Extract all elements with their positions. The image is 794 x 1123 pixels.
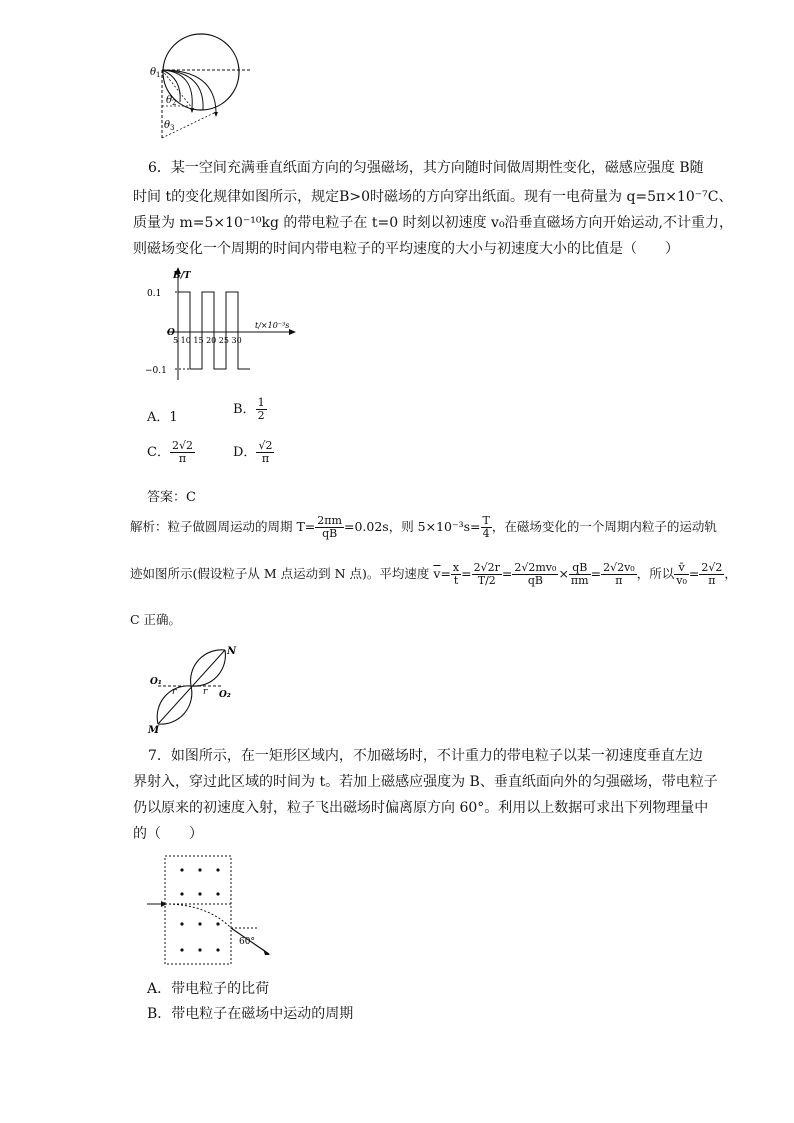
analysis-text4: 迹如图所示(假设粒子从 M 点运动到 N 点)。平均速度 bbox=[130, 566, 430, 581]
f2-den: T/2 bbox=[477, 574, 496, 587]
eq1: = bbox=[440, 566, 451, 581]
graph-ybottom: −0.1 bbox=[145, 366, 167, 376]
option-b-prefix: B． bbox=[233, 402, 256, 417]
radius-label-2: r bbox=[203, 687, 208, 697]
option-c-frac bbox=[170, 440, 195, 465]
b-t-graph bbox=[145, 262, 305, 387]
option-b-num: 1 bbox=[257, 396, 265, 409]
x-num: x bbox=[452, 561, 460, 574]
period-num: 2πm bbox=[317, 514, 342, 527]
eq2: = bbox=[461, 566, 472, 581]
f5-den: π bbox=[615, 574, 623, 587]
eq5: = bbox=[688, 566, 700, 581]
theta3-sub: 3 bbox=[170, 124, 175, 132]
f5-num: 2√2v₀ bbox=[603, 561, 635, 574]
option-c-num: 2√2 bbox=[171, 439, 193, 452]
q6-line2: 时间 t的变化规律如图所示，规定B>0时磁场的方向穿出纸面。现有一电荷量为 q=5π×10⁻⁷C、 bbox=[133, 189, 733, 205]
point-n: N bbox=[227, 646, 237, 657]
point-o2: O₂ bbox=[219, 690, 231, 700]
f3-frac bbox=[512, 562, 558, 587]
point-o1: O₁ bbox=[150, 677, 162, 687]
f2-num: 2√2r bbox=[473, 561, 500, 574]
quarter-frac bbox=[481, 515, 492, 540]
option-b-frac bbox=[256, 397, 267, 422]
f4-frac bbox=[569, 562, 591, 587]
quarter-num: T bbox=[482, 514, 490, 527]
deflection-angle: 60° bbox=[239, 937, 255, 947]
analysis-text5: ，所以 bbox=[636, 566, 675, 581]
ratio-val-num: 2√2 bbox=[701, 561, 723, 574]
q7-line2: 界射入，穿过此区域的时间为 t。若加上磁感应强度为 B、垂直纸面向外的匀强磁场，带电粒子 bbox=[133, 774, 718, 790]
option-d-den: π bbox=[261, 452, 270, 465]
eq4: = bbox=[590, 566, 602, 581]
x-den: t bbox=[453, 574, 459, 587]
x-over-t-frac bbox=[451, 562, 461, 587]
theta2-sub: 2 bbox=[172, 99, 177, 107]
analysis-line1 bbox=[130, 515, 717, 540]
theta1-sub: 1 bbox=[156, 71, 161, 79]
trajectory-figure bbox=[140, 30, 260, 145]
analysis-text3: ，在磁场变化的一个周期内粒子的运动轨 bbox=[491, 519, 717, 534]
f3-num: 2√2mv₀ bbox=[514, 561, 557, 574]
ratio-frac bbox=[674, 562, 689, 587]
graph-ticks: 5 10 15 20 25 30 bbox=[173, 336, 242, 345]
times-sign: × bbox=[558, 566, 569, 581]
option-b-den: 2 bbox=[257, 409, 265, 422]
q7-option-a: A．带电粒子的比荷 bbox=[147, 981, 270, 997]
q6-line4: 则磁场变化一个周期的时间内带电粒子的平均速度的大小与初速度大小的比值是（ ） bbox=[133, 241, 679, 257]
quarter-den: 4 bbox=[482, 527, 490, 540]
magnetic-box-figure bbox=[145, 852, 285, 970]
f2-frac bbox=[472, 562, 502, 587]
theta2-label: θ bbox=[166, 95, 173, 106]
option-d bbox=[233, 440, 274, 465]
graph-ytop: 0.1 bbox=[147, 289, 162, 299]
theta1-label: θ bbox=[150, 67, 157, 78]
q6-line3: 质量为 m=5×10⁻¹⁰kg 的带电粒子在 t=0 时刻以初速度 v₀沿垂直磁场方向开始运动,不计重力， bbox=[133, 215, 734, 231]
theta3-label: θ bbox=[164, 120, 171, 131]
f5-frac bbox=[601, 562, 637, 587]
analysis-line2 bbox=[130, 562, 737, 587]
option-c-den: π bbox=[178, 452, 187, 465]
option-d-num: √2 bbox=[258, 439, 273, 452]
analysis-text2: =0.02s，则 5×10⁻³s= bbox=[343, 519, 481, 534]
graph-xlabel: t/×10⁻³s bbox=[255, 321, 290, 330]
q7-line3: 仍以原来的初速度入射，粒子飞出磁场时偏离原方向 60°。利用以上数据可求出下列物理量中 bbox=[133, 800, 709, 816]
graph-ylabel: B/T bbox=[173, 271, 191, 281]
ratio-num: v̄ bbox=[674, 562, 689, 575]
f4-num: qB bbox=[569, 562, 591, 575]
radius-label-1: r bbox=[172, 687, 177, 697]
mn-trajectory-figure bbox=[145, 642, 245, 737]
graph-origin: O bbox=[167, 328, 175, 338]
ratio-val-den: π bbox=[708, 574, 716, 587]
ratio-val-frac bbox=[699, 562, 724, 587]
q7-line1: 7．如图所示，在一矩形区域内，不加磁场时，不计重力的带电粒子以某一初速度垂直左边 bbox=[148, 748, 703, 764]
q7-line4: 的（ ） bbox=[133, 826, 203, 842]
answer: 答案：C bbox=[147, 490, 196, 505]
f3-den: qB bbox=[527, 574, 543, 587]
f4-den: πm bbox=[570, 574, 589, 587]
period-den: qB bbox=[322, 527, 338, 540]
option-a: A．1 bbox=[147, 410, 178, 425]
point-m: M bbox=[148, 725, 160, 736]
ratio-den: v₀ bbox=[676, 574, 687, 587]
option-c bbox=[147, 440, 195, 465]
analysis-line3: C 正确。 bbox=[130, 612, 182, 627]
option-d-frac bbox=[256, 440, 274, 465]
q6-line1: 6．某一空间充满垂直纸面方向的匀强磁场，其方向随时间做周期性变化，磁感应强度 B随 bbox=[148, 160, 704, 176]
avg-velocity: $\overline{v}$ bbox=[433, 566, 441, 581]
option-c-prefix: C． bbox=[147, 445, 170, 460]
analysis-text1: 解析：粒子做圆周运动的周期 T= bbox=[130, 519, 316, 534]
option-b bbox=[233, 397, 267, 422]
q7-option-b: B．带电粒子在磁场中运动的周期 bbox=[147, 1006, 354, 1022]
option-d-prefix: D． bbox=[233, 445, 257, 460]
period-frac bbox=[315, 515, 344, 540]
eq3: = bbox=[501, 566, 513, 581]
analysis-text6: ， bbox=[724, 566, 737, 581]
